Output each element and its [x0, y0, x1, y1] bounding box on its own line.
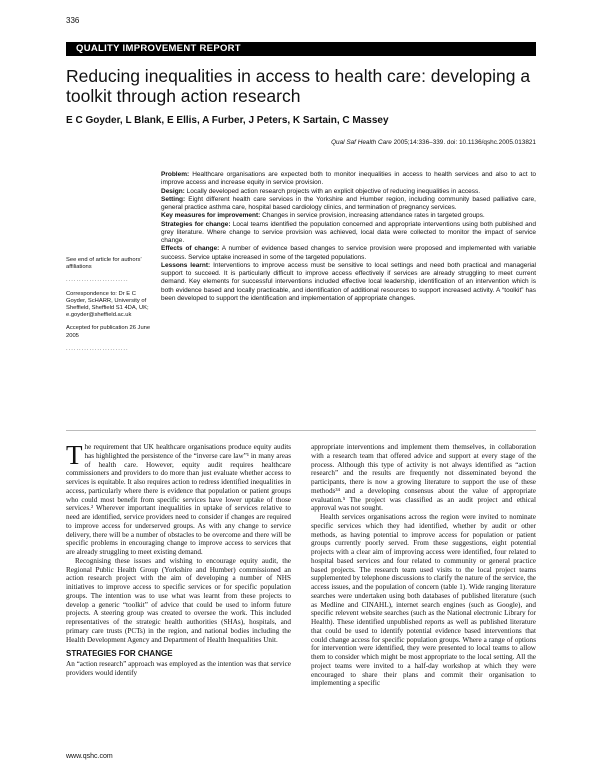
section-banner: QUALITY IMPROVEMENT REPORT [66, 42, 536, 56]
body-paragraph [66, 440, 291, 557]
abstract-text: Local teams identified the population concerned and appropriate interventions using both published and grey literature. Where change to service provision was achieved, local data were collected to monitor the impact of service change. [161, 220, 537, 244]
article-title: Reducing inequalities in access to health care: developing a toolkit through action research [66, 66, 531, 106]
body-column-right [311, 443, 536, 688]
abstract-text: Eight different health care services in the Yorkshire and Humber region, including community based palliative care, general practice asthma care, hospital based cardiology clinics, and termination of pregnancy services. [161, 195, 536, 211]
body-paragraph: Recognising these issues and wishing to encourage equity audit, the Regional Public Health Group (Yorkshire and Humber) commissioned an action research project with the aim of developing a number of NHS initiatives to improve access to specific services or for specific population groups. The intention was to use what was learnt from these projects to develop a generic “toolkit” of advice that could be used to inform future projects. A steering group was created to oversee the work. This included representatives of the strategic health authorities (SHAs), hospitals, and primary care trusts (PCTs) in the region, and national bodies including the Health Development Agency and Department of Health Inequalities Unit. [66, 556, 291, 644]
body-paragraph: Health services organisations across the region were invited to nominate specific services which they had identified, whether by audit or other methods, as having potential to improve access for population or patient groups currently poorly served. From these suggestions, eight potential projects with a clear aim of improving access were identified, four related to hospital based services and four related to community or general practice based projects. The research team used visits to the local project teams supplemented by telephone discussions to clarify the nature of the service, the access issues, and the population of concern (table 1). Wide ranging literature searches were undertaken using both databases of published literature (such as Medline and CINAHL), internet search engines (such as Google), and specific relevent website searches (such as the National electronic Library for Health). These identified unpublished reports as well as published literature that could be used to identify potential evidence based interventions that could change access for specific population groups. Where a range of options for intervention were identified, they were presented to local teams to allow them to consider which might be most appropriate to the local setting. All the project teams were invited to a half-day workshop at which they were encouraged to share their plans and commit their organisation to implementing a specific [311, 513, 536, 688]
abstract-item [161, 221, 536, 246]
section-heading: STRATEGIES FOR CHANGE [66, 649, 173, 659]
paragraph-text: he requirement that UK healthcare organisations produce equity audits has highlighted the persistence of the “inverse care law”¹ in many areas of health care. However, equity audit requires healthcare commissioners and providers to do more than just evaluate whether access to services is equitable. It also requires action to redress identified inequalities in access, particularly where there is evidence that population or patient groups who could most benefit from specific services have lower uptake of those services.² Wherever important inequalities in uptake of services relative to need are identified, service providers need to consider if changes are required to improve access for underserved groups. As with any change to service delivery, there will be a number of obstacles to be overcome and there will be specific problems in encouraging change to improve access to services that are already struggling to meet existing demand. [66, 443, 291, 556]
abstract-text: Locally developed action research projects with an explicit objective of reducing inequalities in access. [186, 187, 481, 195]
abstract-item [161, 196, 536, 213]
abstract-text: Healthcare organisations are expected both to monitor inequalities in access to health services and also to act to improve access and increase equity in service provision. [161, 171, 536, 187]
abstract-label: Strategies for change: [161, 220, 231, 228]
abstract-text: Interventions to improve access must be sensitive to local settings and need both practical and managerial support to succeed. It is particularly difficult to improve access effectively if services are already struggling to meet current demand. Key elements for successful interventions included effective local leadership, identification of an intervention which is both evidence based and locally practicable, and identification of additional resources to support increased activity. A “toolkit” has been developed to support the identification and implementation of appropriate changes. [161, 261, 537, 302]
drop-cap: T [66, 440, 83, 470]
abstract-item [161, 188, 536, 196]
abstract-label: Problem: [161, 171, 190, 178]
journal-name: Qual Saf Health Care [331, 139, 392, 146]
abstract-item [161, 262, 536, 303]
affiliations-note: See end of article for authors’ affiliations [66, 257, 142, 271]
accepted-date: Accepted for publication 26 June 2005 [66, 325, 151, 339]
abstract-label: Key measures for improvement: [161, 212, 261, 220]
correspondence-note: Correspondence to: Dr E C Goyder, ScHARR, University of Sheffield, Sheffield S1 4DA, UK; e.goyder@sheffield.ac.uk [66, 290, 149, 319]
abstract-item [161, 212, 536, 220]
author-list: E C Goyder, L Blank, E Ellis, A Furber, J Peters, K Sartain, C Massey [66, 115, 389, 126]
sidebar-divider: ........................ [66, 277, 129, 284]
sidebar-divider: ........................ [66, 345, 129, 352]
structured-abstract [161, 171, 536, 303]
abstract-label: Design: [161, 187, 185, 195]
abstract-label: Setting: [161, 195, 186, 203]
page-number: 336 [66, 16, 80, 25]
body-column-left [66, 440, 291, 678]
body-paragraph: An “action research” approach was employed as the intention was that service providers would identify [66, 660, 291, 677]
abstract-label: Effects of change: [161, 245, 220, 253]
article-sidebar [66, 257, 156, 359]
citation-details: 2005;14:336–339. doi: 10.1136/qshc.2005.013821 [393, 139, 536, 146]
section-rule [66, 430, 536, 431]
abstract-item [161, 171, 536, 188]
abstract-text: Changes in service provision, increasing attendance rates in targeted groups. [262, 212, 485, 220]
footer-url[interactable]: www.qshc.com [66, 753, 113, 760]
abstract-label: Lessons learnt: [161, 261, 211, 269]
citation [331, 139, 536, 146]
abstract-text: A number of evidence based changes to service provision were proposed and implemented with variable success. Service uptake increased in some of the targeted populations. [161, 245, 537, 261]
body-paragraph: appropriate interventions and implement them themselves, in collaboration with a research team that offered advice and support at every stage of the process. Although this type of activity is not always identified as “action research” and the results are frequently not disseminated beyond the participants, there is now a growing literature to support the use of these methods³⁴ and a developing consensus about the value of appropriate evaluation.⁵ The project was classified as an audit project and ethical approval was not sought. [311, 443, 536, 513]
abstract-item [161, 245, 536, 262]
